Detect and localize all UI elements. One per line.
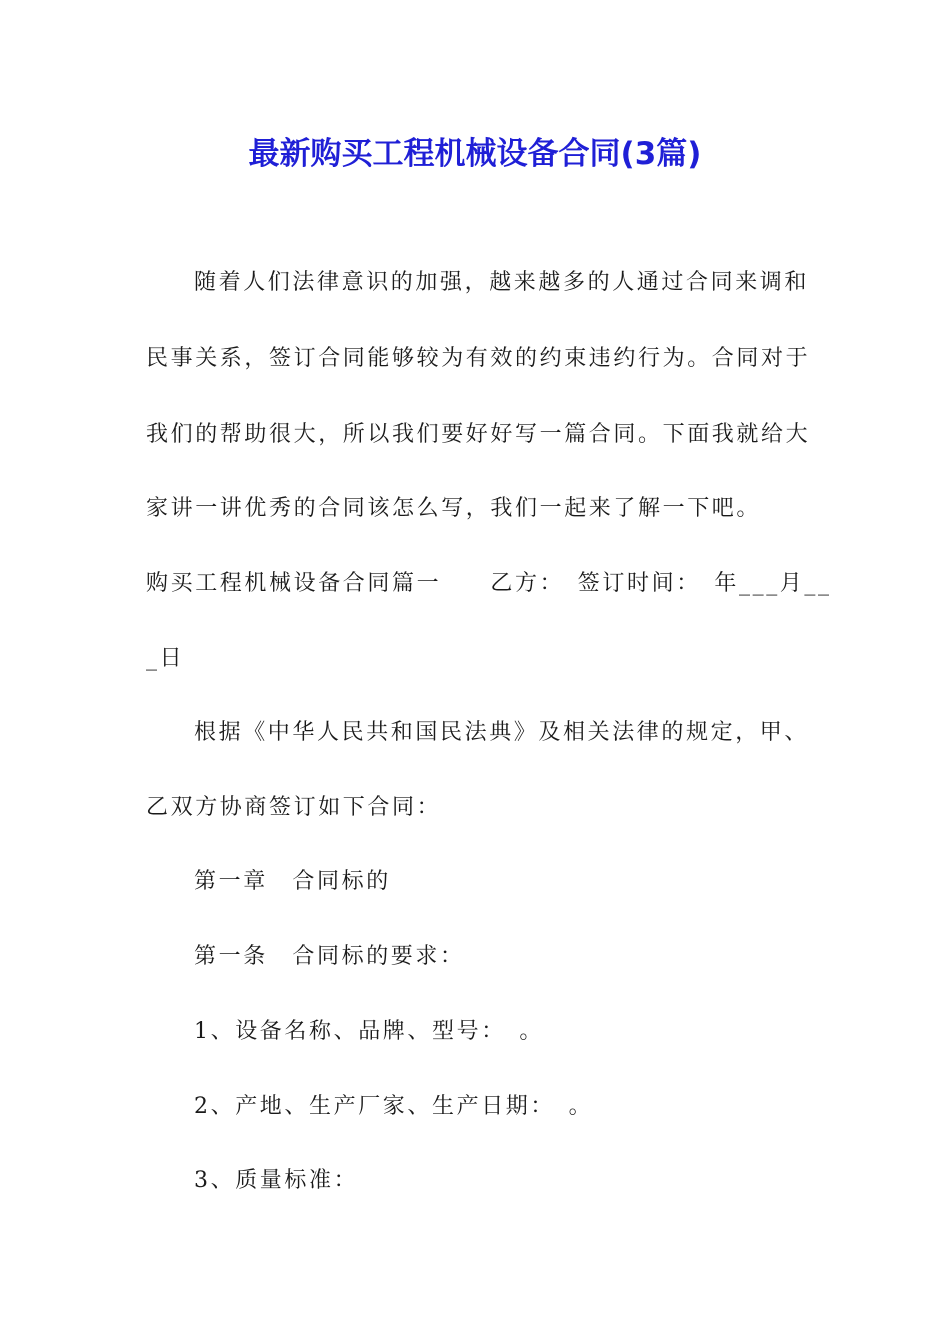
paragraph-line: 随着人们法律意识的加强，越来越多的人通过合同来调和: [194, 270, 810, 295]
document-title: 最新购买工程机械设备合同(3篇): [248, 136, 702, 172]
contract-heading-line: 购买工程机械设备合同篇一 乙方： 签订时间： 年___月__: [146, 571, 832, 596]
paragraph-line: 家讲一讲优秀的合同该怎么写，我们一起来了解一下吧。: [146, 496, 762, 521]
chapter-heading: 第一章 合同标的: [194, 869, 391, 894]
list-item: 3、质量标准：: [194, 1168, 359, 1193]
paragraph-line: 根据《中华人民共和国民法典》及相关法律的规定，甲、: [194, 720, 810, 745]
list-item: 2、产地、生产厂家、生产日期： 。: [194, 1094, 594, 1119]
paragraph-line: 乙双方协商签订如下合同：: [146, 795, 442, 820]
list-item: 1、设备名称、品牌、型号： 。: [194, 1019, 544, 1044]
paragraph-line: 民事关系，签订合同能够较为有效的约束违约行为。合同对于: [146, 346, 811, 371]
paragraph-line: 我们的帮助很大，所以我们要好好写一篇合同。下面我就给大: [146, 422, 811, 447]
article-heading: 第一条 合同标的要求：: [194, 944, 465, 969]
contract-heading-line: _日: [146, 646, 185, 671]
